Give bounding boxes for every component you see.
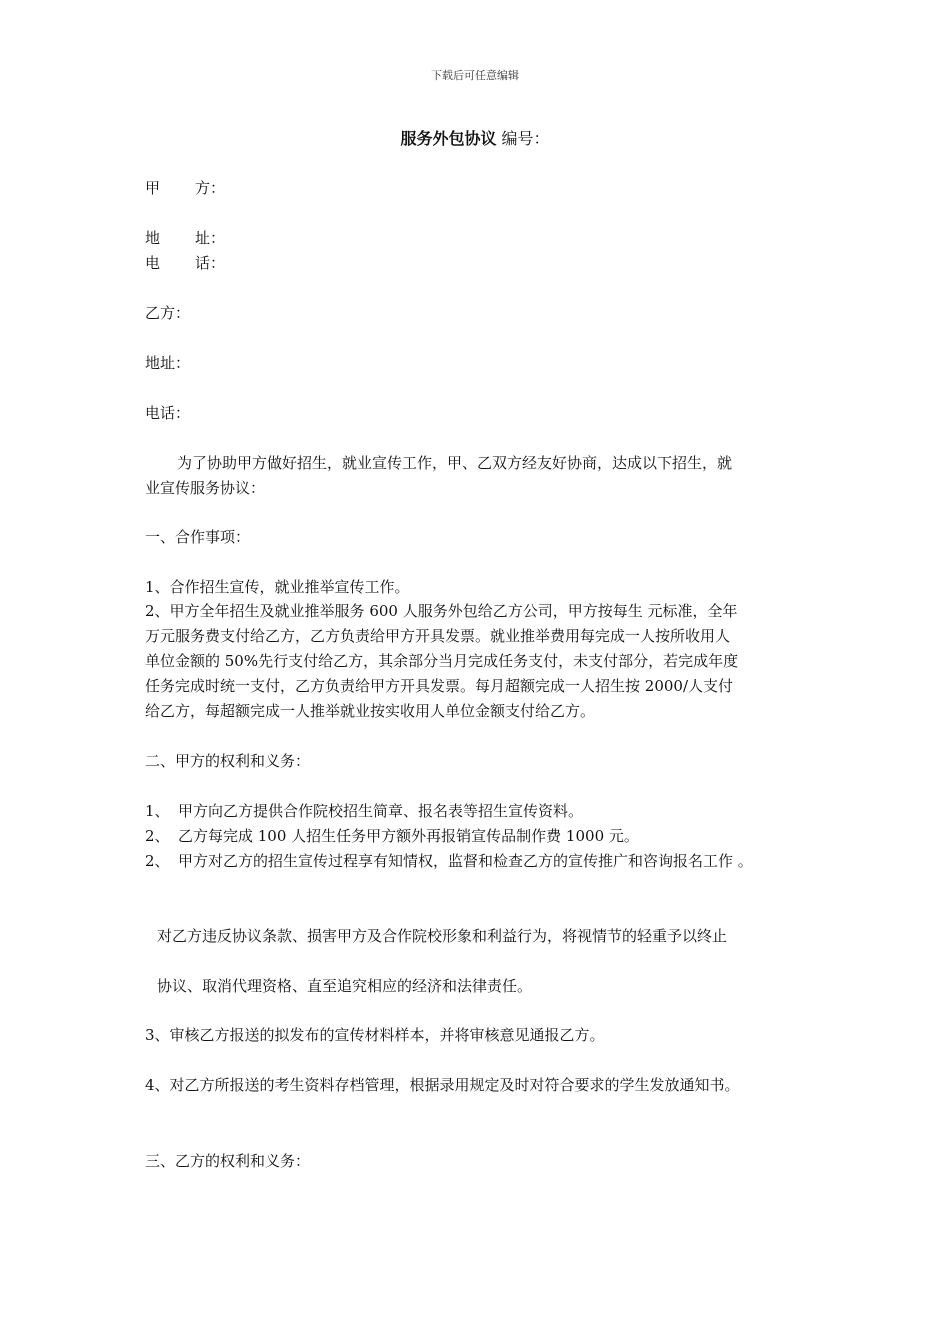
section-1-line: 给乙方，每超额完成一人推举就业按实收用人单位金额支付给乙方。 — [145, 702, 596, 720]
title-main: 服务外包协议 — [400, 129, 497, 148]
section-2-item-4: 4、对乙方所报送的考生资料存档管理，根据录用规定及时对符合要求的学生发放通知书。 — [145, 1076, 740, 1094]
section-2-item: 1、 甲方向乙方提供合作院校招生简章、报名表等招生宣传资料。 — [145, 802, 584, 820]
intro-line-1: 为了协助甲方做好招生，就业宣传工作，甲、乙双方经友好协商，达成以下招生，就 — [177, 454, 733, 472]
section-1-line: 单位金额的 50%先行支付给乙方，其余部分当月完成任务支付，未支付部分，若完成年度 — [145, 652, 739, 670]
party-b-name-label: 乙方： — [145, 304, 191, 322]
section-2-paragraph-line-1: 对乙方违反协议条款、损害甲方及合作院校形象和利益行为，将视情节的轻重予以终止 — [157, 927, 728, 945]
section-2-heading: 二、甲方的权利和义务： — [145, 752, 311, 770]
section-2-item: 2、 甲方对乙方的招生宣传过程享有知情权，监督和检查乙方的宣传推广和咨询报名工作 。 — [145, 852, 753, 870]
section-1-line: 2、甲方全年招生及就业推举服务 600 人服务外包给乙方公司，甲方按每生 元标准，全年 — [145, 602, 738, 620]
party-a-name-label: 甲 方： — [145, 179, 226, 197]
party-b-address-label: 地址： — [145, 354, 191, 372]
intro-line-2: 业宣传服务协议： — [145, 479, 266, 497]
section-2-item-3: 3、审核乙方报送的拟发布的宣传材料样本，并将审核意见通报乙方。 — [145, 1026, 605, 1044]
section-1-line: 万元服务费支付给乙方，乙方负责给甲方开具发票。就业推举费用每完成一人按所收用人 — [145, 627, 731, 645]
title-number-label: 编号： — [501, 129, 550, 148]
section-1-line: 任务完成时统一支付，乙方负责给甲方开具发票。每月超额完成一人招生按 2000/人支付 — [145, 677, 733, 695]
party-a-phone-label: 电 话： — [145, 254, 226, 272]
section-2-item: 2、 乙方每完成 100 人招生任务甲方额外再报销宣传品制作费 1000 元。 — [145, 827, 639, 845]
section-1-line: 1、合作招生宣传，就业推举宣传工作。 — [145, 578, 410, 596]
document-title — [0, 129, 950, 149]
section-1-heading: 一、合作事项： — [145, 528, 251, 546]
section-2-paragraph-line-2: 协议、取消代理资格、直至追究相应的经济和法律责任。 — [157, 977, 533, 995]
section-3-heading: 三、乙方的权利和义务： — [145, 1152, 311, 1170]
party-b-phone-label: 电话： — [145, 404, 191, 422]
page-header: 下载后可任意编辑 — [431, 69, 519, 82]
party-a-address-label: 地 址： — [145, 229, 226, 247]
